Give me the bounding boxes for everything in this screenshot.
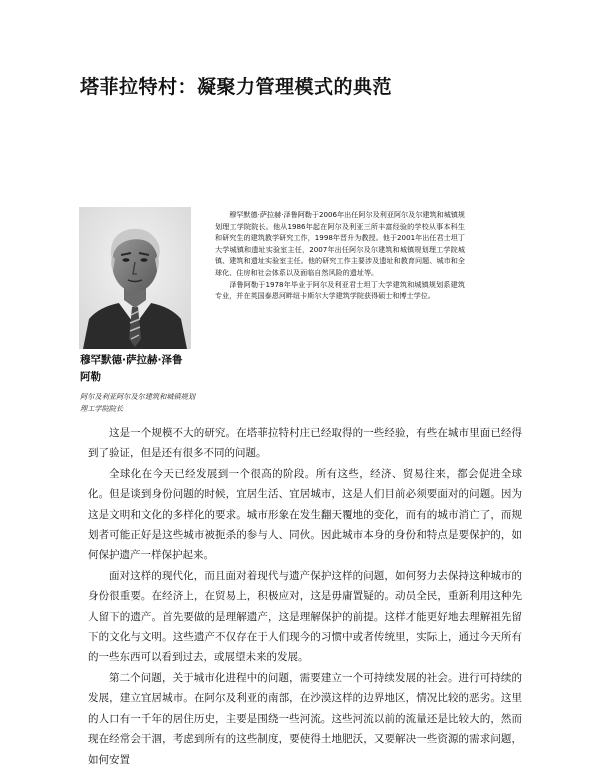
author-portrait <box>79 207 191 349</box>
body-paragraph: 这是一个规模不大的研究。在塔菲拉特村庄已经取得的一些经验，有些在城市里面已经得到了验证，但是还有很多不同的问题。 <box>88 427 522 460</box>
author-bio-paragraph: 穆罕默德·萨拉赫·泽鲁阿勒于2006年出任阿尔及利亚阿尔及尔建筑和城镇规划理工学院院长。他从1986年起在阿尔及利亚三所丰富经验的学校从事本科生和研究生的建筑教学研究工作，1998年晋升为教授。他于2001年出任君士坦丁大学城镇和遗址实验室主任，2007年出任阿尔及尔建筑和城镇规划理工学院城镇、建筑和遗址实验室主任。他的研究工作主要涉及遗址和教育问题、城市和全球化、住房和社会体系以及面临自然风险的遗址等。 <box>215 210 465 277</box>
body-paragraph: 面对这样的现代化，而且面对着现代与遗产保护这样的问题，如何努力去保持这种城市的身份很重要。在经济上，在贸易上，积极应对，这是毋庸置疑的。动员全民，重新利用这种先人留下的遗产。首先要做的是理解遗产，这是理解保护的前提。这样才能更好地去理解祖先留下的文化与文明。这些遗产不仅存在于人们现今的习惯中或者传统里，实际上，通过今天所有的一些东西可以看到过去，或展望未来的发展。 <box>88 569 522 664</box>
body-paragraph: 全球化在今天已经发展到一个很高的阶段。所有这些，经济、贸易往来，都会促进全球化。但是谈到身份问题的时候，宜居生活、宜居城市，这是人们目前必须要面对的问题。因为这是文明和文化的多样化的要求。城市形象在发生翻天覆地的变化，而有的城市消亡了，而规划者可能正好是这些城市被扼杀的参与人、同伙。因此城市本身的身份和特点是要保护的，如何保护遗产一样保护起来。 <box>88 467 522 562</box>
article-body <box>88 423 522 770</box>
author-bio <box>215 209 465 302</box>
portrait-illustration-icon <box>79 207 191 349</box>
author-affiliation: 阿尔及利亚阿尔及尔建筑和城镇规划理工学院院长 <box>80 392 196 413</box>
article-title: 塔菲拉特村：凝聚力管理模式的典范 <box>80 76 393 98</box>
author-bio-paragraph: 泽鲁阿勒于1978年毕业于阿尔及利亚君士坦丁大学建筑和城镇规划系建筑专业，并在英国泰恩河畔纽卡斯尔大学建筑学院获得硕士和博士学位。 <box>215 279 465 301</box>
body-paragraph: 第二个问题，关于城市化进程中的问题，需要建立一个可持续发展的社会。进行可持续的发展，建立宜居城市。在阿尔及利亚的南部，在沙漠这样的边界地区，情况比较的恶劣。这里的人口有一千年的居住历史，主要是围绕一些河流。这些河流以前的流量还是比较大的，然而现在经常会干涸，考虑到所有的这些制度，要使得土地肥沃，又要解决一些资源的需求问题，如何安置 <box>88 671 522 766</box>
author-name: 穆罕默德·萨拉赫·泽鲁阿勒 <box>80 354 183 383</box>
